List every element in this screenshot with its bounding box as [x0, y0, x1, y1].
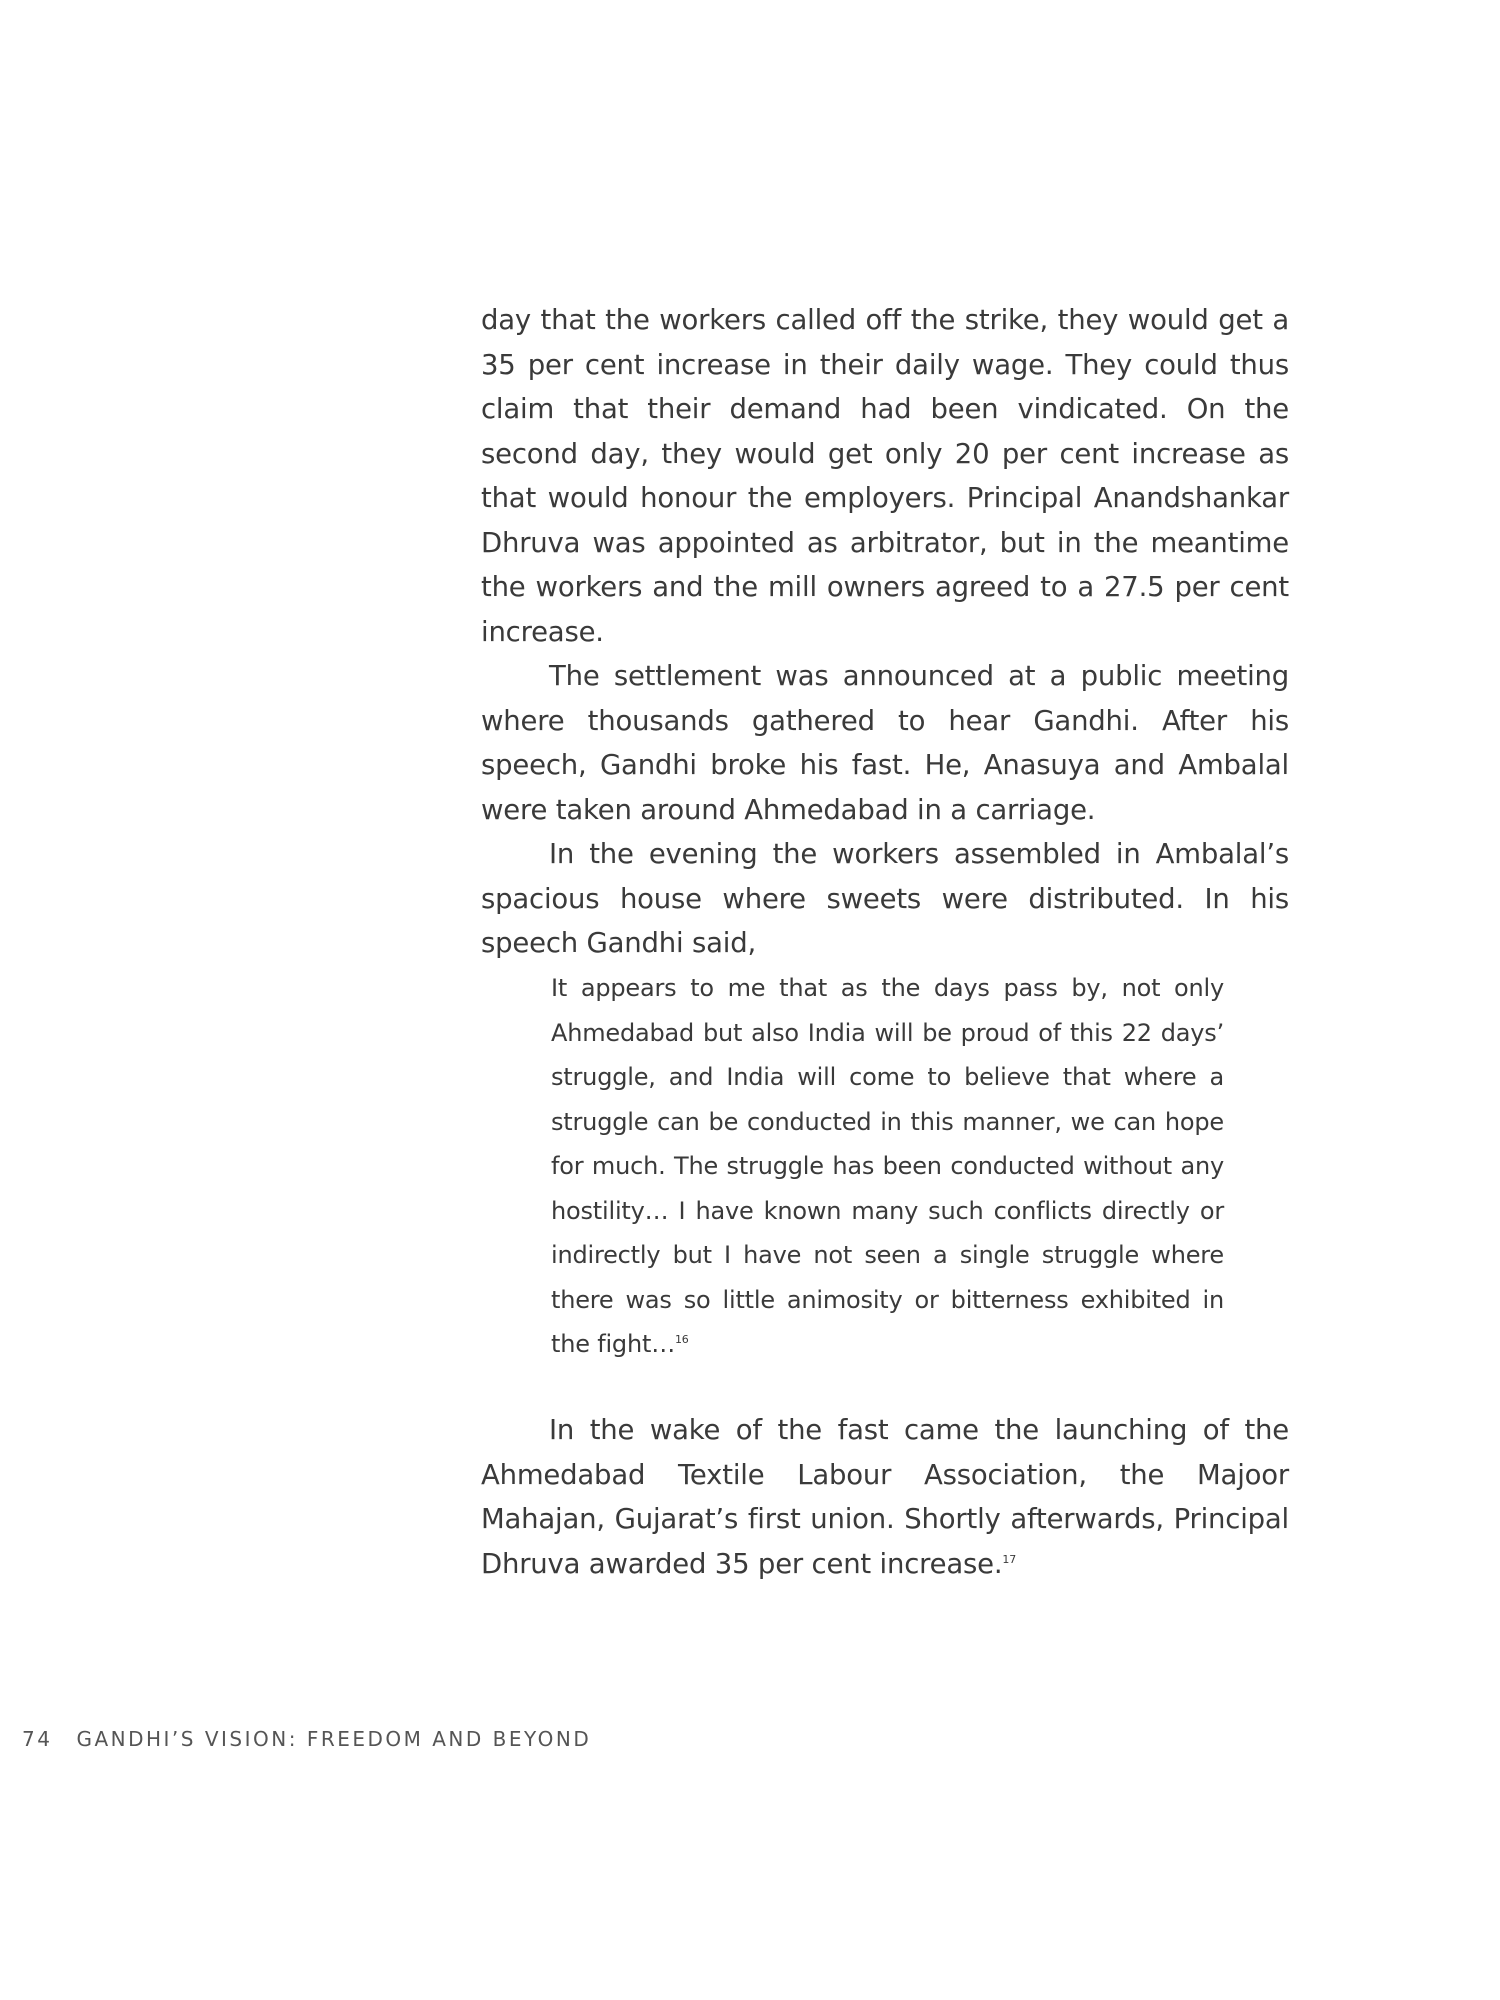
page-number: 74: [22, 1727, 53, 1751]
quote-text: It appears to me that as the days pass by, not only Ahmedabad but also India will be proud of this 22 days’ struggle, and India will come to believe that where a struggle can be conducted in this manner, we can hope for much. The struggle has been conducted without any hostility… I have known many such conflicts directly or indirectly but I have not seen a single struggle where there was so little animosity or bitterness exhibited in the fight…: [551, 974, 1224, 1358]
closing-text: [481, 1408, 1289, 1586]
running-title: GANDHI’S VISION: FREEDOM AND BEYOND: [76, 1727, 592, 1751]
paragraph-union: [481, 1408, 1289, 1586]
footnote-marker-16: 16: [675, 1333, 689, 1346]
main-text: [481, 298, 1289, 966]
gandhi-quote: [551, 966, 1224, 1367]
paragraph-continuation: day that the workers called off the strike, they would get a 35 per cent increase in their daily wage. They could thus claim that their demand had been vindicated. On the second day, they would get only 20 per cent increase as that would honour the employers. Principal Anandshankar Dhruva was appointed as arbitrator, but in the meantime the workers and the mill owners agreed to a 27.5 per cent increase.: [481, 304, 1289, 648]
footnote-marker-17: 17: [1002, 1552, 1017, 1566]
paragraph-evening: In the evening the workers assembled in Ambalal’s spacious house where sweets were distributed. In his speech Gandhi said,: [481, 838, 1289, 959]
closing-paragraph-text: In the wake of the fast came the launching of the Ahmedabad Textile Labour Association, the Majoor Mahajan, Gujarat’s first union. Shortly afterwards, Principal Dhruva awarded 35 per cent increase.: [481, 1414, 1289, 1580]
page-footer: [22, 1727, 591, 1751]
paragraph-settlement: The settlement was announced at a public meeting where thousands gathered to hear Gandhi. After his speech, Gandhi broke his fast. He, Anasuya and Ambalal were taken around Ahmedabad in a carriage.: [481, 660, 1289, 826]
